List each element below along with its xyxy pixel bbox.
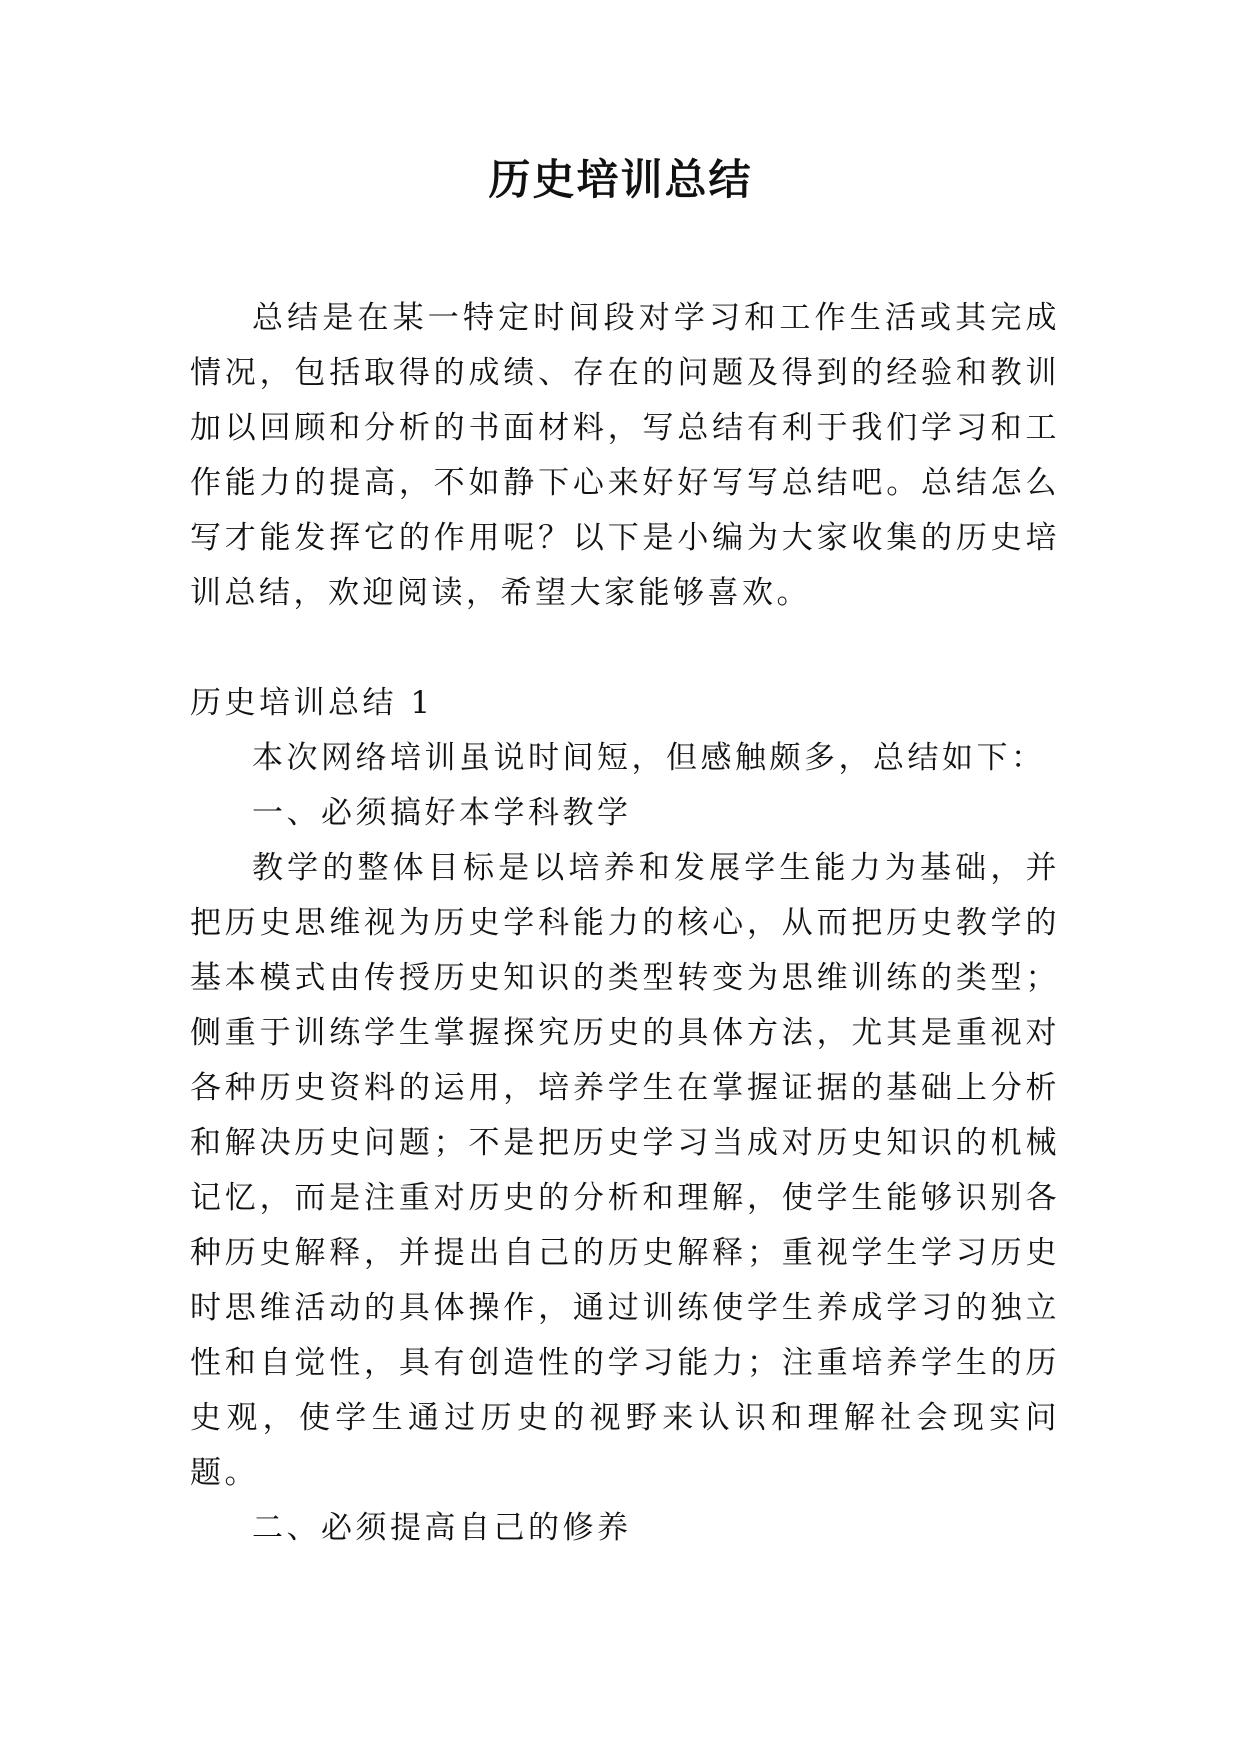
- document-body: [190, 291, 1060, 1556]
- intro-paragraph: 总结是在某一特定时间段对学习和工作生活或其完成情况，包括取得的成绩、存在的问题及得到的经验和教训加以回顾和分析的书面材料，写总结有利于我们学习和工作能力的提高，不如静下心来好好写写总结吧。总结怎么写才能发挥它的作用呢？以下是小编为大家收集的历史培训总结，欢迎阅读，希望大家能够喜欢。: [190, 300, 1060, 611]
- section-lead-paragraph: 本次网络培训虽说时间短，但感触颇多，总结如下：: [252, 740, 1046, 776]
- point-heading-1: 一、必须搞好本学科教学: [252, 795, 632, 831]
- point-heading-2: 二、必须提高自己的修养: [252, 1510, 632, 1546]
- document-title: 历史培训总结: [488, 155, 753, 204]
- point-body-1: 教学的整体目标是以培养和发展学生能力为基础，并把历史思维视为历史学科能力的核心，从而把历史教学的基本模式由传授历史知识的类型转变为思维训练的类型；侧重于训练学生掌握探究历史的具体方法，尤其是重视对各种历史资料的运用，培养学生在掌握证据的基础上分析和解决历史问题；不是把历史学习当成对历史知识的机械记忆，而是注重对历史的分析和理解，使学生能够识别各种历史解释，并提出自己的历史解释；重视学生学习历史时思维活动的具体操作，通过训练使学生养成学习的独立性和自觉性，具有创造性的学习能力；注重培养学生的历史观，使学生通过历史的视野来认识和理解社会现实问题。: [190, 850, 1060, 1491]
- section-heading: 历史培训总结 1: [190, 685, 434, 721]
